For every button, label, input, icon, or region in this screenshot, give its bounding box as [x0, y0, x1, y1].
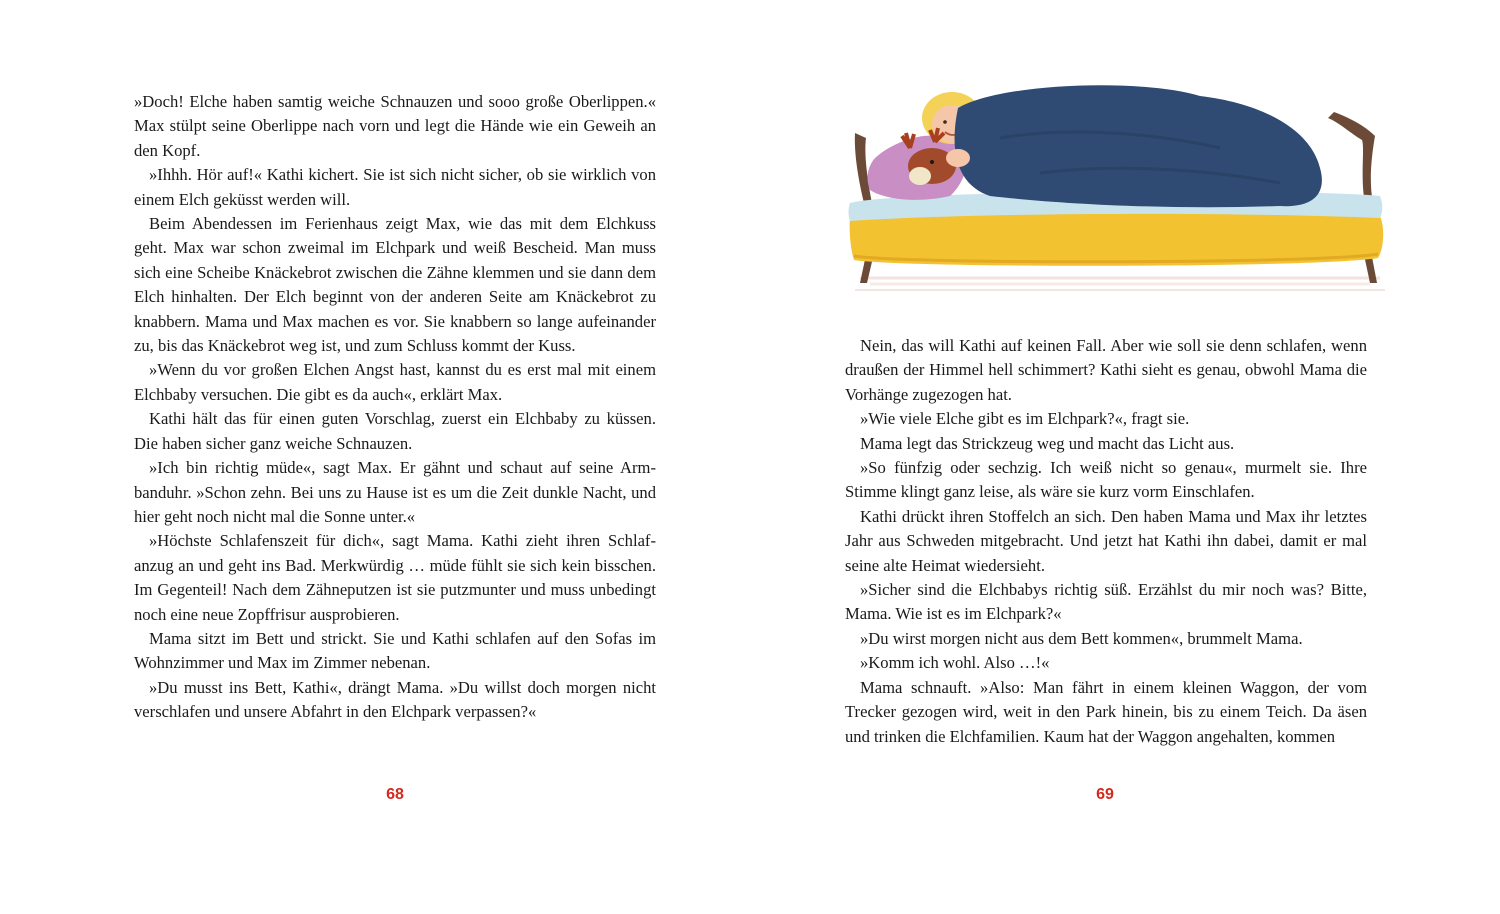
page-number: 68 — [386, 786, 404, 803]
paragraph: Mama sitzt im Bett und strickt. Sie und Kathi schlafen auf den Sofas im Wohnzimmer und Max im Zimmer nebenan. — [134, 628, 656, 673]
paragraph: Kathi drückt ihren Stoffelch an sich. Den haben Mama und Max ihr letztes Jahr aus Schweden mitgebracht. Und jetzt hat Kathi ihn dabei, damit er mal seine alte Heimat wiedersieht. — [845, 506, 1367, 575]
girl-sleeping-in-bed-illustration — [840, 78, 1400, 308]
paragraph: Mama legt das Strickzeug weg und macht das Licht aus. — [860, 433, 1235, 453]
paragraph: Kathi hält das für einen guten Vorschlag, zuerst ein Elchbaby zu küssen. Die haben sicher ganz weiche Schnauzen. — [134, 409, 656, 453]
paragraph: »Du musst ins Bett, Kathi«, drängt Mama. »Du willst doch morgen nicht verschlafen und unsere Abfahrt in den Elchpark verpassen?« — [134, 677, 656, 722]
paragraph: »Ich bin richtig müde«, sagt Max. Er gähnt und schaut auf seine Armbanduhr. »Schon zehn. Bei uns zu Hause ist es um die Zeit dunkle Nacht, und hier geht noch nicht mal die Sonne unter.« — [134, 458, 656, 526]
bed-armrest-right — [1328, 112, 1375, 203]
paragraph: Nein, das will Kathi auf keinen Fall. Aber wie soll sie denn schlafen, wenn draußen der Himmel hell schimmert? Kathi sieht es genau, obwohl Mama die Vorhänge zugezogen hat. — [845, 336, 1367, 404]
page-number: 69 — [1096, 786, 1114, 803]
right-page-text — [845, 334, 1367, 749]
paragraph: »Sicher sind die Elchbabys richtig süß. Erzählst du mir noch was? Bitte, Mama. Wie ist es im Elchpark?« — [845, 580, 1367, 624]
paragraph: »Komm ich wohl. Also …!« — [860, 653, 1050, 673]
paragraph: Beim Abendessen im Ferienhaus zeigt Max, wie das mit dem Elchkuss geht. Max war schon zweimal im Elchpark und weiß Bescheid. Man muss sich eine Scheibe Knäckebrot zwischen die Zähne klemmen und sie dann dem Elch hinhalten. Der Elch beginnt von der anderen Seite am Knäckebrot zu knabbern. Mama und Max machen es vor. Sie knabbern so lange aufeinander zu, bis das Knäckebrot weg ist, und zum Schluss kommt der Kuss. — [134, 214, 656, 356]
blanket — [955, 85, 1322, 207]
right-page — [750, 0, 1500, 914]
paragraph: »Höchste Schlafenszeit für dich«, sagt Mama. Kathi zieht ihren Schlafanzug an und geht ins Bad. Merkwürdig … müde fühlt sie sich kein bisschen. Im Gegenteil! Nach dem Zähneputzen ist sie putzmunter und muss unbedingt noch eine neue Zopffrisur ausprobieren. — [134, 531, 656, 624]
floor-texture — [855, 278, 1385, 290]
paragraph: »Du wirst morgen nicht aus dem Bett kommen«, brummelt Mama. — [860, 628, 1303, 648]
left-page-text — [134, 90, 656, 725]
paragraph: »Wenn du vor großen Elchen Angst hast, kannst du es erst mal mit einem Elchbaby versuchen. Die gibt es da auch«, erklärt Max. — [134, 360, 656, 404]
paragraph: »Doch! Elche haben samtig weiche Schnauzen und sooo große Oberlippen.« Max stülpt seine Oberlippe nach vorn und legt die Hände wie ein Geweih an den Kopf. — [134, 92, 656, 160]
paragraph: »Wie viele Elche gibt es im Elchpark?«, fragt sie. — [860, 409, 1190, 429]
paragraph: »Ihhh. Hör auf!« Kathi kichert. Sie ist sich nicht sicher, ob sie wirklich von einem Elch geküsst werden will. — [134, 165, 656, 209]
paragraph: Mama schnauft. »Also: Man fährt in einem kleinen Waggon, der vom Trecker gezogen wird, weit in den Park hinein, bis zu einem Teich. Da äsen und trinken die Elchfamilien. Kaum hat der Waggon angehalten, kommen — [845, 677, 1367, 746]
paragraph: »So fünfzig oder sechzig. Ich weiß nicht so genau«, murmelt sie. Ihre Stimme klingt ganz leise, als wäre sie kurz vorm Einschlafen. — [845, 458, 1367, 502]
